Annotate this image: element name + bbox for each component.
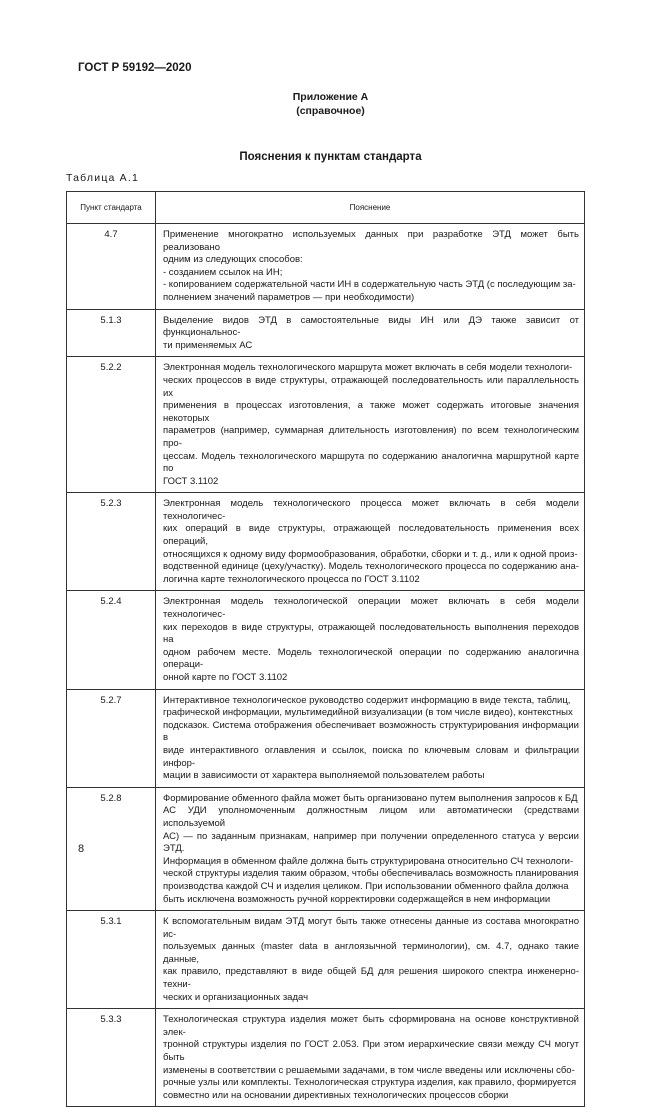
- explanation-line: Применение многократно используемых данных при разработке ЭТД может быть реализовано: [163, 229, 579, 253]
- explanation-line: графической информации, мультимедийной визуализации (в том числе видео), контекстных: [163, 707, 573, 719]
- explanation-line: - копированием содержательной части ИН в содержательную часть ЭТД (с последующим за-: [163, 279, 576, 291]
- explanation-line: одним из следующих способов:: [163, 254, 303, 266]
- explanation-line: - созданием ссылок на ИН;: [163, 266, 283, 278]
- table-row: [67, 591, 585, 689]
- explanation-line: Электронная модель технологического процесса может включать в себя модели технологичес-: [163, 498, 579, 522]
- explanation-line: быть исключена возможность ручной корректировки содержащейся в нем информации: [163, 893, 551, 905]
- explanation-line: АС УДИ уполномоченным должностным лицом или автоматически (средствами используемой: [163, 805, 579, 829]
- explanation-line: одном рабочем месте. Модель технологической операции по содержанию аналогична операци-: [163, 646, 579, 671]
- point-cell: 5.1.3: [67, 309, 156, 357]
- appendix-title: Приложение А: [292, 91, 369, 103]
- explanation-line: совместно или на основании директивных технологических процессов сборки: [163, 1089, 509, 1101]
- explanation-line: ких операций в виде структуры, отражающей последовательность применения всех операций,: [163, 523, 579, 548]
- explanation-line: логична карте технологического процесса по ГОСТ 3.1102: [163, 573, 420, 585]
- explanation-line: Выделение видов ЭТД в самостоятельные виды ИН или ДЭ также зависит от функциональнос-: [163, 314, 579, 339]
- table-row: [67, 1009, 585, 1107]
- header-explanation: Пояснение: [156, 192, 585, 224]
- point-cell: 5.3.3: [67, 1009, 156, 1107]
- explanation-line: Технологическая структура изделия может быть сформирована на основе конструктивной элек-: [163, 1014, 579, 1038]
- explanation-line: К вспомогательным видам ЭТД могут быть также отнесены данные из состава многократно ис-: [163, 916, 579, 940]
- explanation-line: пользуемых данных (master data в англоязычной терминологии), см. 4.7, однако такие данные,: [163, 941, 579, 965]
- table-label: Таблица А.1: [66, 172, 140, 184]
- explanation-line: ческой структуры изделия таким образом, чтобы обеспечивалась возможность планирования: [163, 868, 579, 880]
- table-row: [67, 787, 585, 910]
- explanation-line: ческих и организационных задач: [163, 991, 309, 1003]
- table-row: [67, 689, 585, 787]
- explanation-line: Электронная модель технологического маршрута может включать в себя модели технологи-: [163, 362, 573, 374]
- explanation-line: подсказок. Система отображения обеспечивает возможность структурирования информации в: [163, 719, 579, 744]
- point-cell: 5.2.3: [67, 493, 156, 591]
- section-title: Пояснения к пунктам стандарта: [239, 151, 422, 163]
- explanation-line: ГОСТ 3.1102: [163, 475, 219, 487]
- explanation-line: относящихся к одному виду формообразования, обработки, сборки и т. д., или к одной произ-: [163, 548, 578, 560]
- explanation-line: тронной структуры изделия по ГОСТ 2.053. При этом иерархические связи между СЧ могут быть: [163, 1039, 579, 1064]
- explanation-line: рочные узлы или комплекты. Технологическая структура изделия, как правило, формируется: [163, 1077, 577, 1089]
- point-cell: 4.7: [67, 224, 156, 310]
- explanation-line: мации в зависимости от характера выполняемой пользователем работы: [163, 770, 485, 782]
- explanation-line: Информация в обменном файле должна быть структурирована относительно СЧ технологи-: [163, 855, 574, 867]
- explanation-line: цессам. Модель технологического маршрута по содержанию аналогична маршрутной карте по: [163, 450, 579, 475]
- explanation-line: ти применяемых АС: [163, 339, 253, 351]
- explanation-line: онной карте по ГОСТ 3.1102: [163, 672, 288, 683]
- explanation-line: применения в процессах изготовления, а также может содержать итоговые значения некоторых: [163, 400, 579, 424]
- explanation-line: Электронная модель технологической операции может включать в себя модели технологичес-: [163, 596, 579, 621]
- explanation-line: ческих процессов в виде структуры, отражающей последовательность или параллельность их: [163, 374, 579, 399]
- table-row: [67, 911, 585, 1009]
- explanation-cell: [156, 689, 585, 787]
- header-point: Пункт стандарта: [67, 192, 156, 224]
- explanation-line: водственной единице (цеху/участку). Модель технологического процесса по содержанию ана-: [163, 561, 579, 573]
- explanation-line: изменены в соответствии с решаемыми задачами, в том числе введены или исключены сбо-: [163, 1064, 575, 1076]
- explanation-cell: [156, 787, 585, 910]
- explanation-cell: [156, 591, 585, 689]
- explanation-cell: [156, 309, 585, 357]
- point-cell: 5.2.7: [67, 689, 156, 787]
- point-cell: 5.3.1: [67, 911, 156, 1009]
- explanation-cell: [156, 224, 585, 310]
- explanation-line: ких переходов в виде структуры, отражающей последовательность выполнения переходов на: [163, 621, 579, 646]
- explanation-cell: [156, 1009, 585, 1107]
- document-code: ГОСТ Р 59192—2020: [78, 62, 192, 74]
- explanations-table: [66, 191, 585, 1107]
- page-number: 8: [78, 843, 85, 855]
- explanation-cell: [156, 911, 585, 1009]
- explanation-line: параметров (например, суммарная длительность изготовления) по всем технологическим про-: [163, 425, 579, 449]
- explanation-cell: [156, 357, 585, 493]
- explanation-line: производства каждой СЧ и изделия целиком. При использовании обменного файла должна: [163, 880, 569, 892]
- appendix-subtitle: (справочное): [296, 105, 365, 117]
- explanation-line: как правило, представляют в виде общей БД для решения широкого спектра инженерно-техни-: [163, 966, 579, 991]
- table-row: [67, 493, 585, 591]
- point-cell: 5.2.8: [67, 787, 156, 910]
- table-row: [67, 224, 585, 310]
- point-cell: 5.2.2: [67, 357, 156, 493]
- table-header-row: [67, 192, 585, 224]
- table-row: [67, 309, 585, 357]
- explanation-cell: [156, 493, 585, 591]
- table-row: [67, 357, 585, 493]
- explanation-line: виде интерактивного оглавления и ссылок, поиска по ключевым словам и фильтрации инфор-: [163, 744, 579, 769]
- explanation-line: Интерактивное технологическое руководство содержит информацию в виде текста, таблиц,: [163, 694, 571, 706]
- explanation-line: АС) — по заданным признакам, например при получении определенного статуса у версии ЭТД.: [163, 830, 579, 855]
- explanation-line: Формирование обменного файла может быть организовано путем выполнения запросов к БД: [163, 792, 578, 804]
- explanation-line: полнением значений параметров — при необходимости): [163, 291, 415, 303]
- point-cell: 5.2.4: [67, 591, 156, 689]
